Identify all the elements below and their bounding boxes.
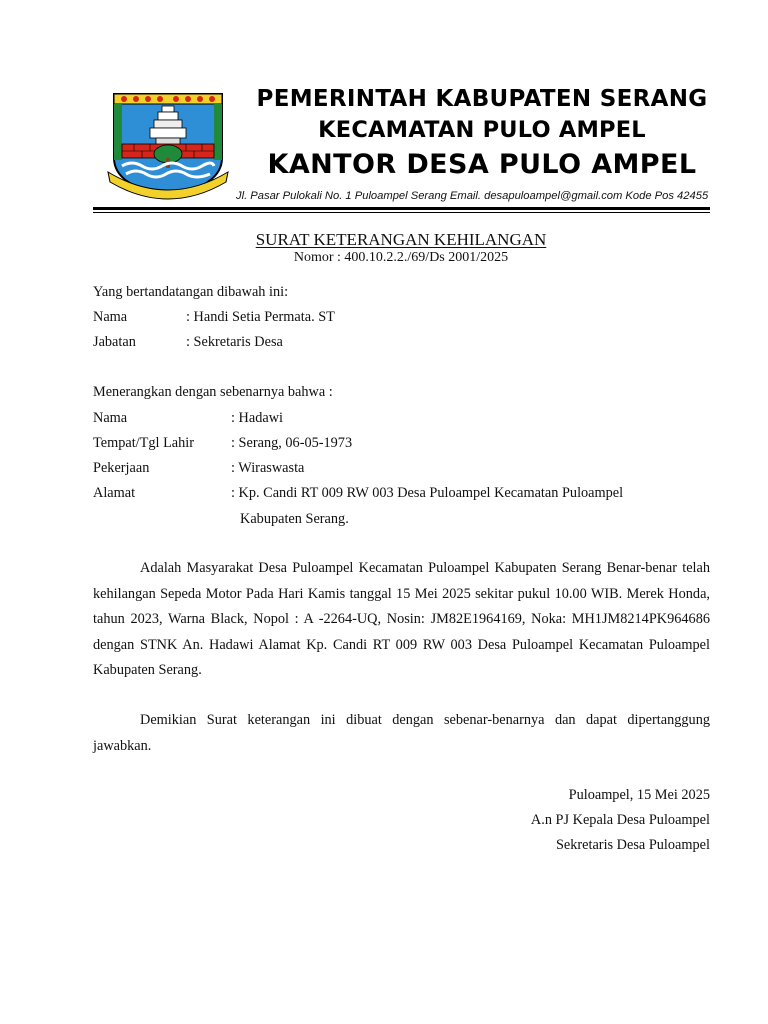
closing-paragraph: Demikian Surat keterangan ini dibuat dengan sebenar-benarnya dan dapat dipertanggung jawabkan. bbox=[93, 712, 710, 754]
signer-name-value: : Handi Setia Permata. ST bbox=[186, 309, 335, 325]
body-paragraph: Adalah Masyarakat Desa Puloampel Kecamatan Puloampel Kabupaten Serang Benar-benar telah kehilangan Sepeda Motor Pada Hari Kamis tanggal 15 Mei 2025 sekitar pukul 10.00 WIB. Merek Honda, tahun 2023, Warna Black, Nopol : A -2264-UQ, Nosin: JM82E1964169, Noka: MH1JM8214PK964686 dengan STNK An. Hadawi Alamat Kp. Candi RT 009 RW 003 Desa Puloampel Kecamatan Puloampel Kabupaten Serang. bbox=[93, 560, 710, 678]
signer-position-value: : Sekretaris Desa bbox=[186, 334, 283, 350]
subject-birth-label: Tempat/Tgl Lahir bbox=[93, 435, 195, 451]
subject-birth-value: : Serang, 06-05-1973 bbox=[231, 435, 353, 451]
subject-occupation-value: : Wiraswasta bbox=[231, 460, 305, 476]
letterhead-district: KECAMATAN PULO AMPEL bbox=[318, 117, 646, 143]
subject-address-value: : Kp. Candi RT 009 RW 003 Desa Puloampel Kecamatan Puloampel bbox=[231, 485, 624, 501]
letterhead-office: KANTOR DESA PULO AMPEL bbox=[267, 149, 697, 180]
signature-place-date: Puloampel, 15 Mei 2025 bbox=[568, 787, 710, 803]
signer-position-label: Jabatan bbox=[93, 334, 136, 350]
signer-name-label: Nama bbox=[93, 309, 128, 325]
letterhead-address: Jl. Pasar Pulokali No. 1 Puloampel Serang Email. desapuloampel@gmail.com Kode Pos 42455 bbox=[236, 190, 709, 202]
subject-name-label: Nama bbox=[93, 410, 128, 426]
letterhead-government: PEMERINTAH KABUPATEN SERANG bbox=[256, 86, 708, 112]
statement-intro: Menerangkan dengan sebenarnya bahwa : bbox=[93, 384, 333, 400]
letter-title: SURAT KETERANGAN KEHILANGAN bbox=[255, 230, 547, 249]
signer-intro: Yang bertandatangan dibawah ini: bbox=[93, 284, 289, 300]
subject-address-value-line2: Kabupaten Serang. bbox=[240, 511, 349, 527]
letter-number: Nomor : 400.10.2.2./69/Ds 2001/2025 bbox=[293, 250, 509, 265]
subject-name-value: : Hadawi bbox=[231, 410, 284, 426]
letterhead-rule-thin bbox=[93, 212, 710, 213]
letterhead-rule-thick bbox=[93, 207, 710, 210]
subject-occupation-label: Pekerjaan bbox=[93, 460, 150, 476]
subject-address-label: Alamat bbox=[93, 485, 136, 501]
regency-emblem-logo bbox=[106, 88, 230, 200]
signature-on-behalf: A.n PJ Kepala Desa Puloampel bbox=[530, 812, 710, 828]
signature-position: Sekretaris Desa Puloampel bbox=[555, 837, 710, 853]
